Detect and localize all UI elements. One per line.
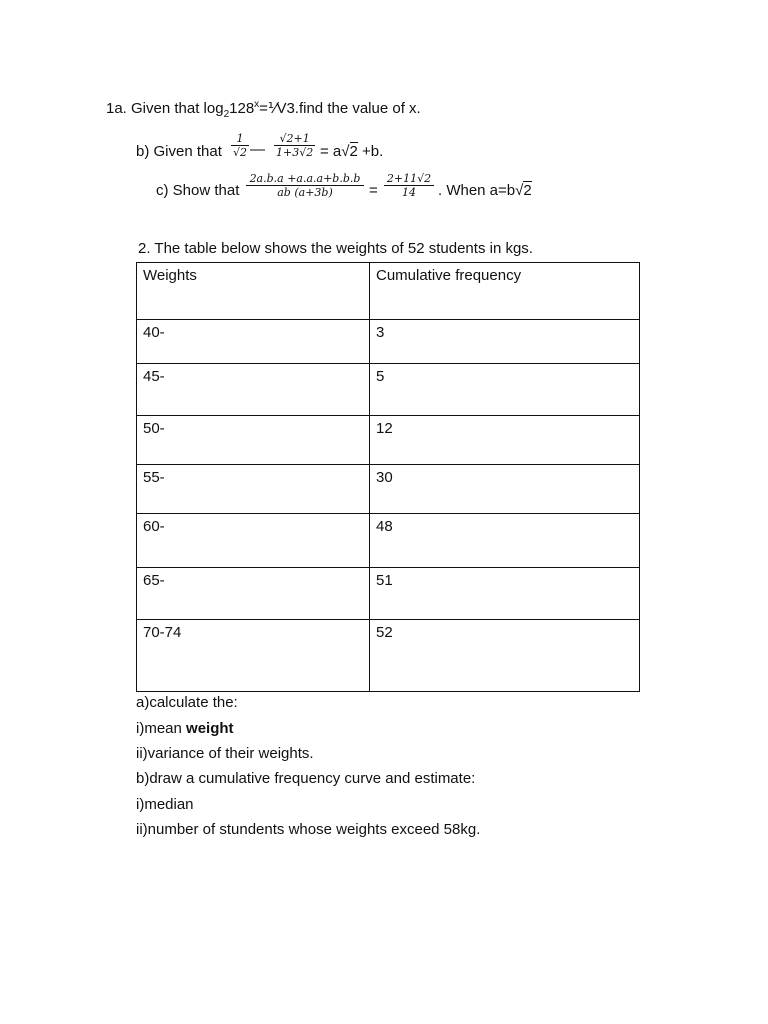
table-row — [137, 620, 640, 692]
q1c-f1-denominator: ab (a+3b) — [246, 185, 364, 199]
q1b-fraction-2 — [274, 132, 315, 159]
table-row — [137, 364, 640, 416]
task-a-i-bold: weight — [186, 720, 234, 737]
task-b: b)draw a cumulative frequency curve and estimate: — [136, 770, 476, 787]
q1b-minus: — — [250, 141, 265, 158]
q1c-tail-radicand: 2 — [523, 182, 532, 199]
q1c-fraction-2 — [384, 172, 434, 199]
table-row — [137, 416, 640, 465]
q1b-f2-denominator: 1+3√2 — [276, 146, 314, 159]
frequency-cell: 3 — [370, 320, 640, 364]
q1c-label: c) Show that — [156, 182, 240, 199]
task-b-i: i)median — [136, 796, 194, 813]
q1c-equals: = — [369, 182, 378, 199]
frequency-cell: 52 — [370, 620, 640, 692]
weight-cell: 45- — [137, 364, 370, 416]
q1a-prefix: 1a. Given that log — [106, 100, 224, 117]
q1b-f1-denominator: √2 — [233, 146, 248, 159]
question-2-intro: 2. The table below shows the weights of 52 students in kgs. — [138, 240, 533, 257]
task-a-ii: ii)variance of their weights. — [136, 745, 314, 762]
q1b-fraction-1 — [231, 132, 249, 159]
q1b-f2-numerator: √2+1 — [279, 132, 310, 145]
log-base: 2 — [223, 109, 230, 120]
q1a-suffix: =⅟V3.find the value of x. — [259, 100, 421, 117]
q1b-f1-radicand: 2 — [240, 146, 248, 159]
task-a-i-prefix: i)mean — [136, 720, 187, 737]
exponent: x — [254, 99, 260, 110]
q1b-f2-den-b: 2 — [306, 146, 314, 159]
table-row — [137, 320, 640, 364]
weight-cell: 40- — [137, 320, 370, 364]
frequency-cell: 51 — [370, 568, 640, 620]
header-weights: Weights — [137, 263, 370, 320]
q1b-rhs: = a√2 +b. — [320, 143, 384, 160]
table-header-row — [137, 263, 640, 320]
task-a: a)calculate the: — [136, 694, 238, 711]
frequency-cell: 5 — [370, 364, 640, 416]
weights-table — [136, 262, 640, 692]
q1c-f2-numerator: 2+11√2 — [386, 172, 432, 185]
weight-cell: 55- — [137, 465, 370, 514]
task-a-i — [136, 720, 234, 738]
task-b-ii: ii)number of stundents whose weights exceed 58kg. — [136, 821, 481, 838]
weight-cell: 50- — [137, 416, 370, 465]
frequency-cell: 12 — [370, 416, 640, 465]
q1c-f2-num-text: 2+11 — [386, 172, 418, 185]
q1c-f2-denominator: 14 — [384, 185, 434, 199]
q1c-f2-radicand: 2 — [424, 172, 432, 185]
question-1a — [106, 96, 421, 124]
weight-cell: 60- — [137, 514, 370, 568]
q1b-f1-numerator: 1 — [236, 132, 244, 145]
table-row — [137, 514, 640, 568]
frequency-cell: 48 — [370, 514, 640, 568]
frequency-cell: 30 — [370, 465, 640, 514]
q1c-tail: . When a=b√2 — [438, 182, 532, 199]
table-row — [137, 568, 640, 620]
weight-cell: 65- — [137, 568, 370, 620]
q1c-tail-text: . When a=b — [438, 182, 516, 199]
q1b-equals: = a — [320, 143, 342, 160]
table-row — [137, 465, 640, 514]
q1c-f1-numerator: 2a.b.a +a.a.a+b.b.b — [249, 172, 361, 185]
weight-cell: 70-74 — [137, 620, 370, 692]
q1b-label: b) Given that — [136, 143, 222, 160]
log-number: 128 — [229, 100, 255, 117]
q1c-fraction-1 — [246, 172, 364, 199]
q1b-f2-den-a: 1+3 — [276, 146, 300, 159]
q1b-rhs-radicand: 2 — [349, 143, 358, 160]
q1b-f2-num-text: 2+1 — [286, 132, 310, 145]
header-cumulative-frequency: Cumulative frequency — [370, 263, 640, 320]
q1b-tail: +b. — [362, 143, 384, 160]
